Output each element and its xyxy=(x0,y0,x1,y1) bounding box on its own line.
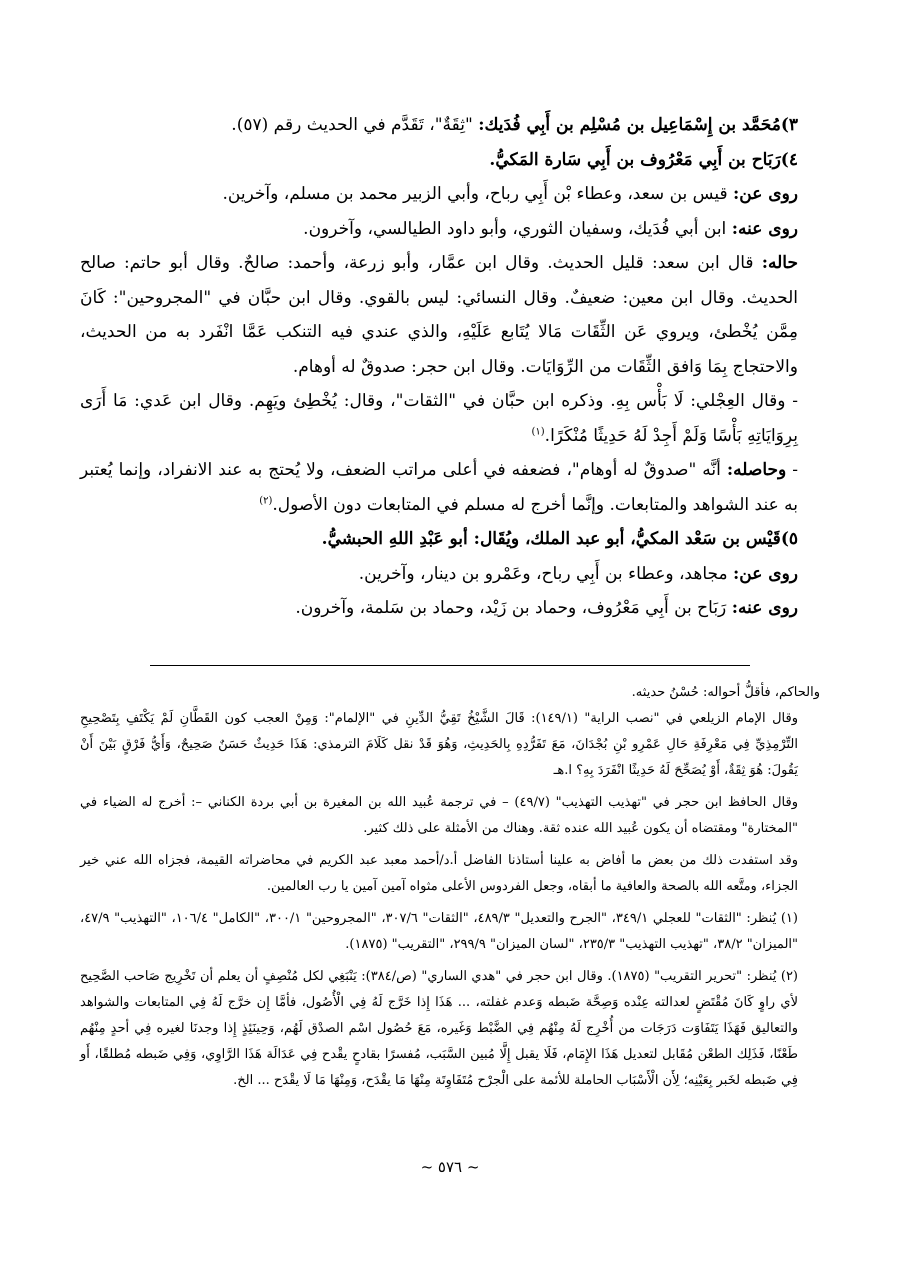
footnote-ibn-hajar: وقال الحافظ ابن حجر في "تهذيب التهذيب" (٤٩/٧) – في ترجمة عُبيد الله بن المغيرة بن أبي بردة الكناني –: أخرج له الضياء في "المختارة" ومقتضاه أن يكون عُبيد الله عنده ثقة. وهناك من الأمثلة على ذلك كثير. xyxy=(80,795,798,836)
narrator-name: مُحَمَّد بن إِسْمَاعِيل بن مُسْلِم بن أَبِي فُدَيك: xyxy=(478,115,781,135)
narrator-note: "ثِقَةٌ"، تَقَدَّم في الحديث رقم (٥٧). xyxy=(231,115,479,135)
entry-number: ٣) xyxy=(780,115,798,135)
ijli-text: - وقال العِجْلي: لَا بَأْس بِهِ. وذكره ابن حبَّان في "الثقات"، وقال: يُخْطِئ ويَهِم. وقال ابن عَدي: مَا أَرَى بِرِوَايَاتِهِ بَأْسًا وَلَمْ أَجِدْ لَهُ حَدِيثًا مُنْكَرًا. xyxy=(80,391,798,446)
rawa-an-label: روى عن: xyxy=(732,184,798,204)
footnote-continuation: والحاكم، فأقلُّ أحواله: حُسْنُ حديثه. xyxy=(631,685,820,700)
footnote-istafadtu: وقد استفدت ذلك من بعض ما أفاض به علينا أستاذنا الفاضل أ.د/أحمد معبد عبد الكريم في محاضراته القيمة، فجزاه الله عني خير الجزاء، ومتَّعه الله بالصحة والعافية ما أبقاه، وجعل الفردوس الأعلى مثواه آمين آمين يا رب العالمين. xyxy=(80,853,798,894)
qays-rawa-an-line xyxy=(80,557,820,592)
main-text xyxy=(80,108,820,626)
footnote-ref-1[interactable]: (١) xyxy=(531,425,545,437)
narrator-entry-5-title: ٥)قَيْس بن سَعْد المكيُّ، أبو عبد الملك، ويُقَال: أبو عَبْدِ اللهِ الحبشيُّ. xyxy=(321,529,798,549)
footnote-1: (١) يُنظر: "الثقات" للعجلي ٣٤٩/١، "الجرح والتعديل" ٤٨٩/٣، "الثقات" ٣٠٧/٦، "المجروحين" ٣٠٠/١، "الكامل" ١٠٦/٤، "التهذيب" ٤٧/٩، "الميزان" ٣٨/٢، "تهذيب التهذيب" ٢٣٥/٣، "لسان الميزان" ٢٩٩/٩، "التقريب" (١٨٧٥). xyxy=(80,911,798,952)
footnote-divider xyxy=(150,665,750,666)
rawa-an-text: قيس بن سعد، وعطاء بْن أَبِي رباح، وأبي الزبير محمد بن مسلم، وآخرين. xyxy=(222,184,733,204)
ijli-paragraph xyxy=(80,384,820,453)
narrator-entry-4-title: ٤)رَبَاح بن أَبِي مَعْرُوف بن أَبِي سَارة المَكيُّ. xyxy=(489,149,798,170)
rawa-anhu-label: روى عنه: xyxy=(731,218,798,239)
haluhu-paragraph xyxy=(80,246,820,384)
footnote-ref-2[interactable]: (٢) xyxy=(259,494,273,506)
footnotes xyxy=(80,680,820,1100)
narrator-entry-3 xyxy=(80,108,820,143)
qays-rawa-anhu-line xyxy=(80,591,820,626)
footnote-2: (٢) يُنظر: "تحرير التقريب" (١٨٧٥). وقال ابن حجر في "هدي الساري" (ص/٣٨٤): يَنْبَغِي لكل مُنْصِفٍ أن يعلم أن تَخْرِيج صَاحب الصَّحِيح لأي راوٍ كَانَ مُقْتَضٍ لعدالته عِنْده وَصِحَّة ضَبطه وَعدم غفلته، ... هَذَا إِذا خَرَّج لَهُ فِي الْأُصُول، فأمَّا إِن خرَّج لَهُ فِي المتابعات والشواهد والتعاليق فَهَذَا يَتَفَاوَت دَرَجَات من أُخْرِج لَهُ مِنْهُم فِي الضَّبْط وَغَيره، مَعَ حُصُول اسْم الصدْق لَهُم، وَحِينَئِذٍ إِذا وجدنَا لغيره فِي أحدٍ مِنْهُم طَعْنًا، فَذَلِك الطعْن مُقَابل لتعديل هَذَا الإِمَام، فَلَا يقبل إِلَّا مُبين السَّبَب، مُفسرًا بقادحٍ يقْدح فِي عَدَالَة هَذَا الرَّاوِي، وَفِي ضَبطه مُطلقًا، أَو فِي ضَبطه لخَبر بِعَيْنِه؛ لِأَن الْأَسْبَاب الحاملة للأئمة على الْجرْح مُتَفَاوِتَة مِنْهَا مَا يقْدَح، وَمِنْهَا مَا لَا يقْدَح ... الخ. xyxy=(80,969,798,1088)
qays-rawa-an-text: مجاهد، وعطاء بن أَبِي رباح، وعَمْرو بن دينار، وآخرين. xyxy=(358,563,733,584)
qays-rawa-an-label: روى عن: xyxy=(732,563,798,584)
page-number: ~ ٥٧٦ ~ xyxy=(420,1158,480,1176)
rawa-an-line xyxy=(80,177,820,212)
footnote-zaylai: وقال الإمام الزيلعي في "نصب الراية" (١٤٩/١): قَالَ الشَّيْخُ تَقِيُّ الدِّينِ في "الإلمام": وَمِنْ العجب كون القَطَّانِ لَمْ يَكْتَفِ بِتَصْحِيحِ التِّرْمِذِيِّ فِي مَعْرِفَةِ حَالِ عَمْرِو بْنِ بُجْدَانَ، مَعَ تَفَرُّدِهِ بِالحَدِيثِ، وَهُوَ قَدْ نقل كَلَامَ الترمذي: هَذَا حَدِيثٌ حَسَنٌ صَحِيحٌ، وَأَيُّ فَرْقٍ بَيْنَ أَنْ يَقُولَ: هُوَ ثِقَةٌ، أَوْ يُصَحِّحَ لَهُ حَدِيثًا انْفَرَدَ بِهِ؟ ا.هـ xyxy=(80,711,798,778)
haluhu-label: حاله: xyxy=(761,253,798,273)
summary-text: أنَّه "صدوقٌ له أوهام"، فضعفه في أعلى مراتب الضعف، ولا يُحتج به عند الانفراد، وإنما يُعتبر به عند الشواهد والمتابعات. وإنَّما أخرج له مسلم في المتابعات دون الأصول. xyxy=(80,460,798,515)
qays-rawa-anhu-label: روى عنه: xyxy=(731,598,798,618)
rawa-anhu-line xyxy=(80,212,820,247)
summary-dash: - xyxy=(786,460,798,480)
summary-paragraph xyxy=(80,453,820,522)
rawa-anhu-text: ابن أبي فُدَيك، وسفيان الثوري، وأبو داود الطيالسي، وآخرون. xyxy=(303,218,732,239)
summary-label: وحاصله: xyxy=(726,460,787,480)
haluhu-text: قال ابن سعد: قليل الحديث. وقال ابن عمَّار، وأبو زرعة، وأحمد: صالحٌ. وقال أبو حاتم: صالح الحديث. وقال ابن معين: ضعيفٌ. وقال النسائي: ليس بالقوي. وقال ابن حبَّان في "المجروحين": كَانَ مِمَّن يُخْطئ، ويروي عَن الثِّقَات مَالا يُتَابع عَلَيْهِ، والذي عندي فيه التنكب عَمَّا انْفَرد به من الحديث، والاحتجاج بِمَا وَافق الثِّقَات من الرِّوَايَات. وقال ابن حجر: صدوقٌ له أوهام. xyxy=(80,253,798,377)
qays-rawa-anhu-text: رَبَاح بن أَبِي مَعْرُوف، وحماد بن زَيْد، وحماد بن سَلمة، وآخرون. xyxy=(295,598,732,618)
